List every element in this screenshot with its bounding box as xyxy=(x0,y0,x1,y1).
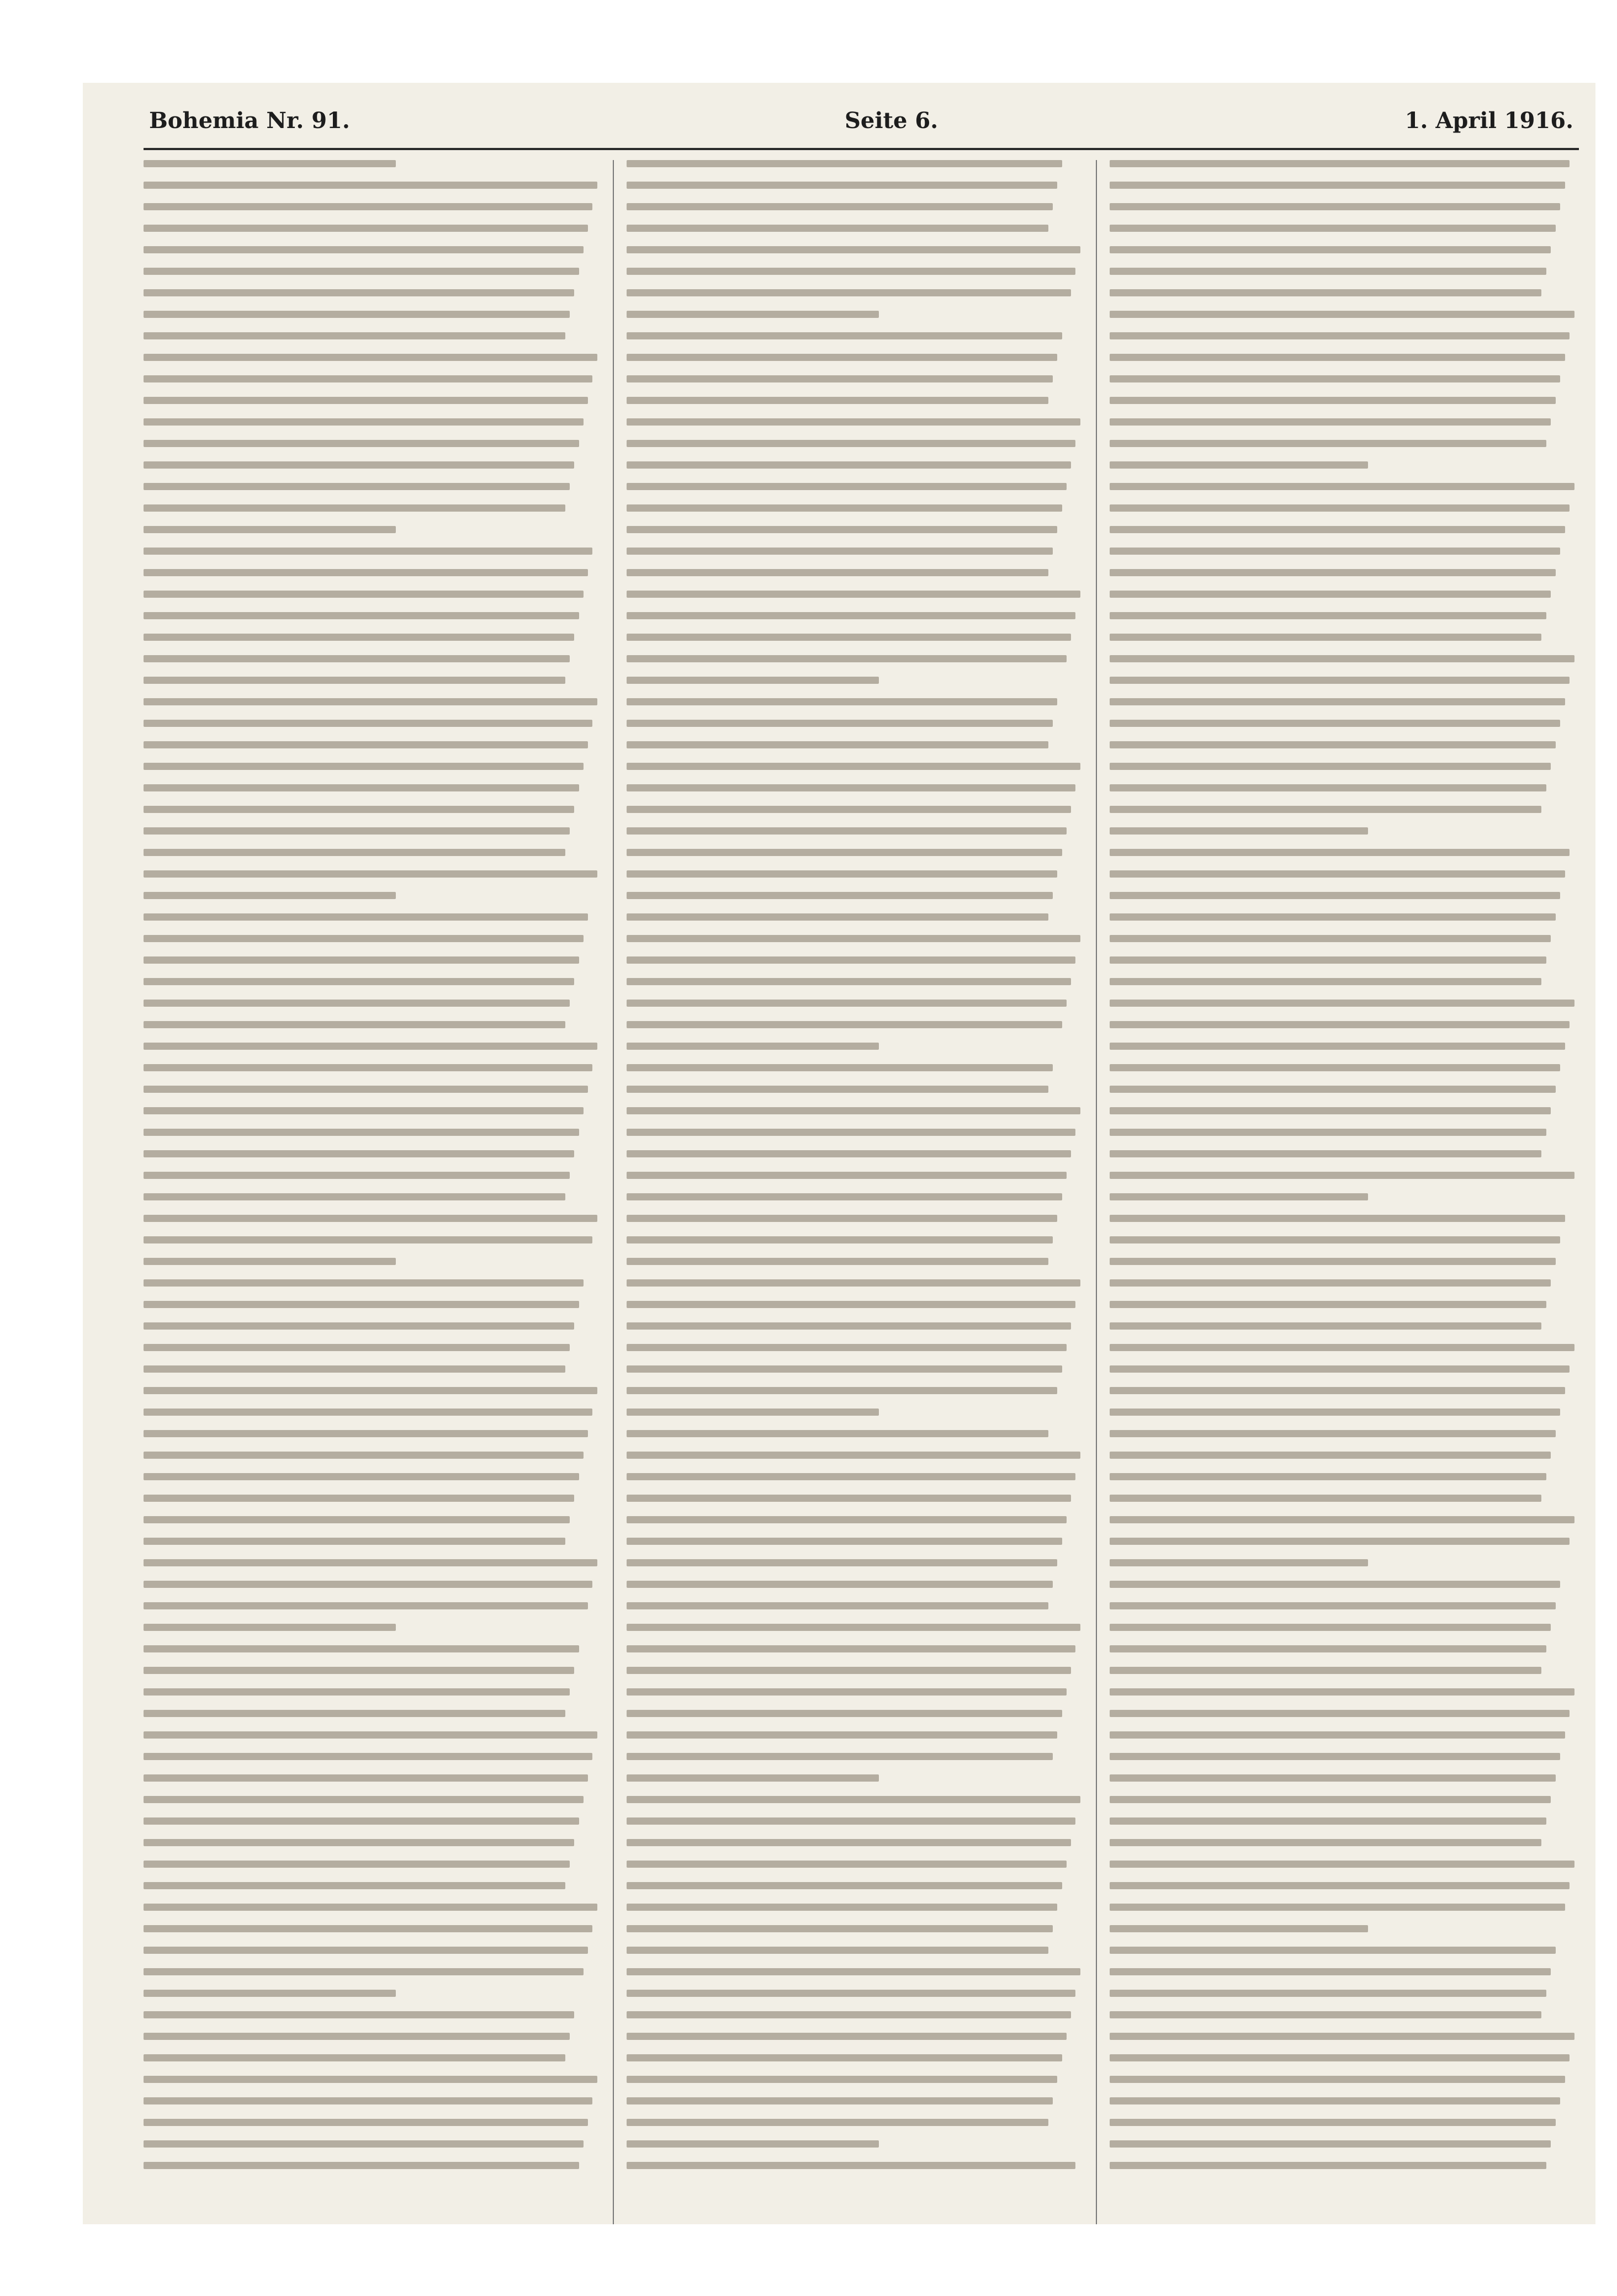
text-line-placeholder xyxy=(627,1882,1062,1889)
text-line-placeholder xyxy=(627,913,1048,921)
text-line-placeholder xyxy=(144,375,592,382)
text-line-placeholder xyxy=(627,1516,1067,1523)
text-line-placeholder xyxy=(144,1645,579,1652)
text-line-placeholder xyxy=(1110,978,1541,985)
text-line-placeholder xyxy=(627,763,1080,770)
text-line-placeholder xyxy=(627,1322,1071,1330)
text-line-placeholder xyxy=(1110,1753,1560,1760)
text-line-placeholder xyxy=(144,1688,570,1696)
text-line-placeholder xyxy=(627,2076,1057,2083)
text-line-placeholder xyxy=(144,677,565,684)
text-line-placeholder xyxy=(1110,548,1560,555)
text-line-placeholder xyxy=(1110,1129,1546,1136)
text-line-placeholder xyxy=(144,397,588,404)
text-line-placeholder xyxy=(144,526,396,533)
text-line-placeholder xyxy=(144,1150,574,1157)
text-line-placeholder xyxy=(144,1473,579,1480)
text-line-placeholder xyxy=(1110,1495,1541,1502)
text-line-placeholder xyxy=(627,1538,1062,1545)
text-line-placeholder xyxy=(627,1452,1080,1459)
text-line-placeholder xyxy=(144,1409,592,1416)
text-line-placeholder xyxy=(627,849,1062,856)
text-line-placeholder xyxy=(1110,1258,1556,1265)
text-line-placeholder xyxy=(144,634,574,641)
text-line-placeholder xyxy=(627,1193,1062,1200)
text-line-placeholder xyxy=(627,2162,1075,2169)
text-line-placeholder xyxy=(1110,375,1560,382)
text-line-placeholder xyxy=(144,1215,597,1222)
text-line-placeholder xyxy=(144,1602,588,1609)
text-line-placeholder xyxy=(1110,1667,1541,1674)
text-line-placeholder xyxy=(144,354,597,361)
text-line-placeholder xyxy=(144,1947,588,1954)
text-line-placeholder xyxy=(1110,1731,1565,1739)
text-line-placeholder xyxy=(144,655,570,662)
text-line-placeholder xyxy=(1110,1043,1565,1050)
text-line-placeholder xyxy=(627,1710,1062,1717)
text-line-placeholder xyxy=(1110,203,1560,210)
text-line-placeholder xyxy=(1110,268,1546,275)
text-line-placeholder xyxy=(1110,1559,1368,1566)
text-line-placeholder xyxy=(627,354,1057,361)
text-line-placeholder xyxy=(1110,1947,1556,1954)
text-line-placeholder xyxy=(1110,246,1551,253)
text-line-placeholder xyxy=(627,677,879,684)
text-line-placeholder xyxy=(144,1495,574,1502)
text-line-placeholder xyxy=(144,1990,396,1997)
text-line-placeholder xyxy=(1110,1387,1565,1394)
text-line-placeholder xyxy=(1110,225,1556,232)
text-line-placeholder xyxy=(144,698,597,705)
text-line-placeholder xyxy=(1110,784,1546,791)
text-line-placeholder xyxy=(144,2140,584,2148)
text-line-placeholder xyxy=(144,1667,574,1674)
text-line-placeholder xyxy=(627,418,1080,426)
text-line-placeholder xyxy=(144,289,574,296)
text-line-placeholder xyxy=(144,504,565,512)
text-line-placeholder xyxy=(144,1322,574,1330)
text-line-placeholder xyxy=(627,1861,1067,1868)
text-line-placeholder xyxy=(627,504,1062,512)
text-line-placeholder xyxy=(1110,1150,1541,1157)
text-line-placeholder xyxy=(627,1258,1048,1265)
text-line-placeholder xyxy=(627,1409,879,1416)
text-line-placeholder xyxy=(1110,2119,1556,2126)
text-line-placeholder xyxy=(144,1086,588,1093)
text-line-placeholder xyxy=(1110,827,1368,835)
text-line-placeholder xyxy=(1110,849,1570,856)
text-line-placeholder xyxy=(627,1172,1067,1179)
text-line-placeholder xyxy=(144,1021,565,1028)
text-line-placeholder xyxy=(1110,1990,1546,1997)
text-line-placeholder xyxy=(144,1559,597,1566)
text-line-placeholder xyxy=(1110,2011,1541,2018)
text-line-placeholder xyxy=(144,591,584,598)
text-line-placeholder xyxy=(1110,2054,1570,2061)
text-line-placeholder xyxy=(144,913,588,921)
text-line-placeholder xyxy=(627,289,1071,296)
text-line-placeholder xyxy=(1110,440,1546,447)
text-line-placeholder xyxy=(144,1904,597,1911)
header-issue: Bohemia Nr. 91. xyxy=(149,108,350,134)
text-line-placeholder xyxy=(627,1365,1062,1373)
text-line-placeholder xyxy=(144,1430,588,1437)
text-line-placeholder xyxy=(1110,1925,1368,1932)
text-line-placeholder xyxy=(627,203,1053,210)
text-line-placeholder xyxy=(627,1301,1075,1308)
text-line-placeholder xyxy=(1110,1215,1565,1222)
text-line-placeholder xyxy=(627,2011,1071,2018)
text-line-placeholder xyxy=(627,1344,1067,1351)
text-line-placeholder xyxy=(1110,2033,1574,2040)
text-line-placeholder xyxy=(627,1086,1048,1093)
text-column-middle xyxy=(627,160,1085,2224)
text-line-placeholder xyxy=(1110,1279,1551,1287)
text-line-placeholder xyxy=(144,2054,565,2061)
text-line-placeholder xyxy=(1110,1645,1546,1652)
text-line-placeholder xyxy=(627,2119,1048,2126)
text-line-placeholder xyxy=(1110,591,1551,598)
text-line-placeholder xyxy=(627,698,1057,705)
text-line-placeholder xyxy=(627,612,1075,619)
text-line-placeholder xyxy=(627,1624,1080,1631)
text-line-placeholder xyxy=(1110,504,1570,512)
text-line-placeholder xyxy=(627,956,1075,964)
text-line-placeholder xyxy=(1110,1107,1551,1114)
text-line-placeholder xyxy=(627,182,1057,189)
text-line-placeholder xyxy=(1110,1236,1560,1243)
text-line-placeholder xyxy=(627,1150,1071,1157)
text-line-placeholder xyxy=(144,849,565,856)
text-line-placeholder xyxy=(144,741,588,748)
text-line-placeholder xyxy=(627,1796,1080,1803)
text-line-placeholder xyxy=(144,2033,570,2040)
text-line-placeholder xyxy=(1110,289,1541,296)
text-line-placeholder xyxy=(627,160,1062,167)
text-line-placeholder xyxy=(627,1731,1057,1739)
text-line-placeholder xyxy=(627,1215,1057,1222)
text-line-placeholder xyxy=(627,1774,879,1782)
text-line-placeholder xyxy=(1110,1538,1570,1545)
text-line-placeholder xyxy=(1110,677,1570,684)
text-line-placeholder xyxy=(1110,1322,1541,1330)
text-line-placeholder xyxy=(627,1107,1080,1114)
text-line-placeholder xyxy=(627,569,1048,576)
text-line-placeholder xyxy=(144,461,574,469)
text-line-placeholder xyxy=(1110,1516,1574,1523)
column-divider xyxy=(613,160,614,2224)
text-line-placeholder xyxy=(1110,612,1546,619)
text-line-placeholder xyxy=(144,1839,574,1846)
text-line-placeholder xyxy=(627,1473,1075,1480)
text-line-placeholder xyxy=(1110,1344,1574,1351)
text-line-placeholder xyxy=(1110,1193,1368,1200)
text-line-placeholder xyxy=(627,1430,1048,1437)
text-line-placeholder xyxy=(627,1021,1062,1028)
text-line-placeholder xyxy=(627,1925,1053,1932)
text-line-placeholder xyxy=(627,1559,1057,1566)
text-line-placeholder xyxy=(627,1947,1048,1954)
text-line-placeholder xyxy=(627,1817,1075,1825)
text-line-placeholder xyxy=(1110,461,1368,469)
page-header xyxy=(149,108,1573,146)
text-line-placeholder xyxy=(627,311,879,318)
text-line-placeholder xyxy=(1110,160,1570,167)
text-line-placeholder xyxy=(627,2140,879,2148)
text-line-placeholder xyxy=(627,1753,1053,1760)
text-line-placeholder xyxy=(627,827,1067,835)
text-line-placeholder xyxy=(627,375,1053,382)
text-line-placeholder xyxy=(1110,1365,1570,1373)
text-line-placeholder xyxy=(627,720,1053,727)
column-divider xyxy=(1096,160,1097,2224)
text-line-placeholder xyxy=(627,1581,1053,1588)
text-line-placeholder xyxy=(144,1279,584,1287)
text-line-placeholder xyxy=(144,1452,584,1459)
header-rule xyxy=(144,148,1579,150)
text-line-placeholder xyxy=(1110,1409,1560,1416)
text-line-placeholder xyxy=(144,1882,565,1889)
text-line-placeholder xyxy=(627,741,1048,748)
text-line-placeholder xyxy=(1110,741,1556,748)
text-line-placeholder xyxy=(627,1043,879,1050)
text-line-placeholder xyxy=(144,1064,592,1071)
text-line-placeholder xyxy=(627,1968,1080,1975)
text-line-placeholder xyxy=(144,612,579,619)
text-line-placeholder xyxy=(627,268,1075,275)
header-page-number: Seite 6. xyxy=(845,108,939,134)
text-line-placeholder xyxy=(1110,1968,1551,1975)
text-line-placeholder xyxy=(144,1538,565,1545)
text-line-placeholder xyxy=(1110,1904,1565,1911)
text-line-placeholder xyxy=(627,1495,1071,1502)
text-line-placeholder xyxy=(1110,1839,1541,1846)
text-line-placeholder xyxy=(1110,870,1565,878)
text-line-placeholder xyxy=(144,418,584,426)
text-line-placeholder xyxy=(144,2097,592,2104)
text-line-placeholder xyxy=(144,1365,565,1373)
text-line-placeholder xyxy=(144,1753,592,1760)
text-line-placeholder xyxy=(1110,569,1556,576)
text-line-placeholder xyxy=(1110,1430,1556,1437)
text-line-placeholder xyxy=(144,1516,570,1523)
text-line-placeholder xyxy=(627,591,1080,598)
text-line-placeholder xyxy=(627,440,1075,447)
text-line-placeholder xyxy=(144,935,584,942)
text-line-placeholder xyxy=(627,892,1053,899)
text-line-placeholder xyxy=(627,1279,1080,1287)
text-line-placeholder xyxy=(144,2119,588,2126)
text-line-placeholder xyxy=(627,1236,1053,1243)
text-line-placeholder xyxy=(1110,2140,1551,2148)
text-line-placeholder xyxy=(144,440,579,447)
text-line-placeholder xyxy=(627,2054,1062,2061)
text-line-placeholder xyxy=(1110,182,1565,189)
text-column-left xyxy=(144,160,602,2224)
text-line-placeholder xyxy=(1110,1602,1556,1609)
text-line-placeholder xyxy=(144,1925,592,1932)
text-line-placeholder xyxy=(627,2033,1067,2040)
text-line-placeholder xyxy=(1110,332,1570,339)
text-line-placeholder xyxy=(1110,418,1551,426)
text-line-placeholder xyxy=(1110,1817,1546,1825)
text-line-placeholder xyxy=(144,1796,584,1803)
text-line-placeholder xyxy=(144,268,579,275)
text-line-placeholder xyxy=(144,2162,579,2169)
text-line-placeholder xyxy=(627,397,1048,404)
text-line-placeholder xyxy=(144,1710,565,1717)
text-line-placeholder xyxy=(144,1172,570,1179)
text-line-placeholder xyxy=(1110,763,1551,770)
text-line-placeholder xyxy=(1110,806,1541,813)
text-line-placeholder xyxy=(144,1581,592,1588)
header-date: 1. April 1916. xyxy=(1404,108,1573,134)
text-line-placeholder xyxy=(1110,354,1565,361)
text-line-placeholder xyxy=(1110,397,1556,404)
text-line-placeholder xyxy=(1110,1796,1551,1803)
text-line-placeholder xyxy=(144,1000,570,1007)
text-line-placeholder xyxy=(1110,1021,1570,1028)
text-line-placeholder xyxy=(627,1602,1048,1609)
text-line-placeholder xyxy=(1110,1473,1546,1480)
text-line-placeholder xyxy=(1110,1710,1570,1717)
text-line-placeholder xyxy=(144,870,597,878)
text-line-placeholder xyxy=(627,806,1071,813)
text-line-placeholder xyxy=(1110,1172,1574,1179)
text-line-placeholder xyxy=(144,806,574,813)
text-line-placeholder xyxy=(627,332,1062,339)
text-line-placeholder xyxy=(1110,1882,1570,1889)
text-line-placeholder xyxy=(144,1968,584,1975)
text-column-right xyxy=(1110,160,1579,2224)
text-line-placeholder xyxy=(1110,720,1560,727)
text-line-placeholder xyxy=(144,1043,597,1050)
text-line-placeholder xyxy=(627,2097,1053,2104)
text-line-placeholder xyxy=(1110,935,1551,942)
text-line-placeholder xyxy=(1110,1774,1556,1782)
text-line-placeholder xyxy=(627,526,1057,533)
text-line-placeholder xyxy=(1110,634,1541,641)
text-line-placeholder xyxy=(144,1861,570,1868)
text-line-placeholder xyxy=(1110,1624,1551,1631)
text-line-placeholder xyxy=(627,246,1080,253)
text-line-placeholder xyxy=(627,1000,1067,1007)
text-line-placeholder xyxy=(1110,526,1565,533)
text-line-placeholder xyxy=(144,892,396,899)
text-line-placeholder xyxy=(144,1817,579,1825)
text-line-placeholder xyxy=(144,1344,570,1351)
text-line-placeholder xyxy=(627,483,1067,490)
text-line-placeholder xyxy=(144,1193,565,1200)
text-line-placeholder xyxy=(144,2076,597,2083)
text-line-placeholder xyxy=(144,311,570,318)
text-line-placeholder xyxy=(1110,2162,1546,2169)
text-line-placeholder xyxy=(144,1258,396,1265)
text-line-placeholder xyxy=(144,2011,574,2018)
text-line-placeholder xyxy=(627,1688,1067,1696)
text-line-placeholder xyxy=(1110,1301,1546,1308)
text-line-placeholder xyxy=(627,870,1057,878)
text-line-placeholder xyxy=(144,483,570,490)
text-line-placeholder xyxy=(627,461,1071,469)
text-line-placeholder xyxy=(1110,2097,1560,2104)
text-line-placeholder xyxy=(144,246,584,253)
text-line-placeholder xyxy=(1110,1086,1556,1093)
text-line-placeholder xyxy=(1110,2076,1565,2083)
text-line-placeholder xyxy=(627,225,1048,232)
text-line-placeholder xyxy=(627,1645,1075,1652)
text-line-placeholder xyxy=(1110,698,1565,705)
text-line-placeholder xyxy=(1110,1452,1551,1459)
text-line-placeholder xyxy=(144,548,592,555)
text-line-placeholder xyxy=(144,956,579,964)
text-line-placeholder xyxy=(144,160,396,167)
text-line-placeholder xyxy=(144,1731,597,1739)
text-line-placeholder xyxy=(144,978,574,985)
text-line-placeholder xyxy=(144,1387,597,1394)
text-line-placeholder xyxy=(627,1990,1075,1997)
text-line-placeholder xyxy=(1110,311,1574,318)
text-line-placeholder xyxy=(627,978,1071,985)
text-line-placeholder xyxy=(144,784,579,791)
text-line-placeholder xyxy=(1110,892,1560,899)
text-line-placeholder xyxy=(144,1624,396,1631)
text-line-placeholder xyxy=(144,1107,584,1114)
text-line-placeholder xyxy=(1110,956,1546,964)
text-line-placeholder xyxy=(1110,655,1574,662)
text-line-placeholder xyxy=(627,1667,1071,1674)
text-line-placeholder xyxy=(1110,483,1574,490)
text-line-placeholder xyxy=(627,1839,1071,1846)
text-line-placeholder xyxy=(627,1387,1057,1394)
text-line-placeholder xyxy=(627,935,1080,942)
text-line-placeholder xyxy=(144,569,588,576)
text-line-placeholder xyxy=(627,1904,1057,1911)
text-line-placeholder xyxy=(1110,1064,1560,1071)
text-line-placeholder xyxy=(627,655,1067,662)
text-line-placeholder xyxy=(1110,1861,1574,1868)
text-line-placeholder xyxy=(144,827,570,835)
text-line-placeholder xyxy=(1110,1581,1560,1588)
newspaper-page xyxy=(83,83,1595,2224)
text-line-placeholder xyxy=(144,720,592,727)
text-line-placeholder xyxy=(144,203,592,210)
text-line-placeholder xyxy=(627,1129,1075,1136)
text-line-placeholder xyxy=(144,182,597,189)
text-line-placeholder xyxy=(144,225,588,232)
text-line-placeholder xyxy=(627,548,1053,555)
text-line-placeholder xyxy=(144,763,584,770)
text-line-placeholder xyxy=(144,1301,579,1308)
text-line-placeholder xyxy=(627,784,1075,791)
text-line-placeholder xyxy=(1110,913,1556,921)
text-line-placeholder xyxy=(627,1064,1053,1071)
text-line-placeholder xyxy=(144,332,565,339)
text-line-placeholder xyxy=(144,1774,588,1782)
text-line-placeholder xyxy=(1110,1688,1574,1696)
text-line-placeholder xyxy=(144,1129,579,1136)
text-line-placeholder xyxy=(1110,1000,1574,1007)
text-line-placeholder xyxy=(144,1236,592,1243)
text-line-placeholder xyxy=(627,634,1071,641)
